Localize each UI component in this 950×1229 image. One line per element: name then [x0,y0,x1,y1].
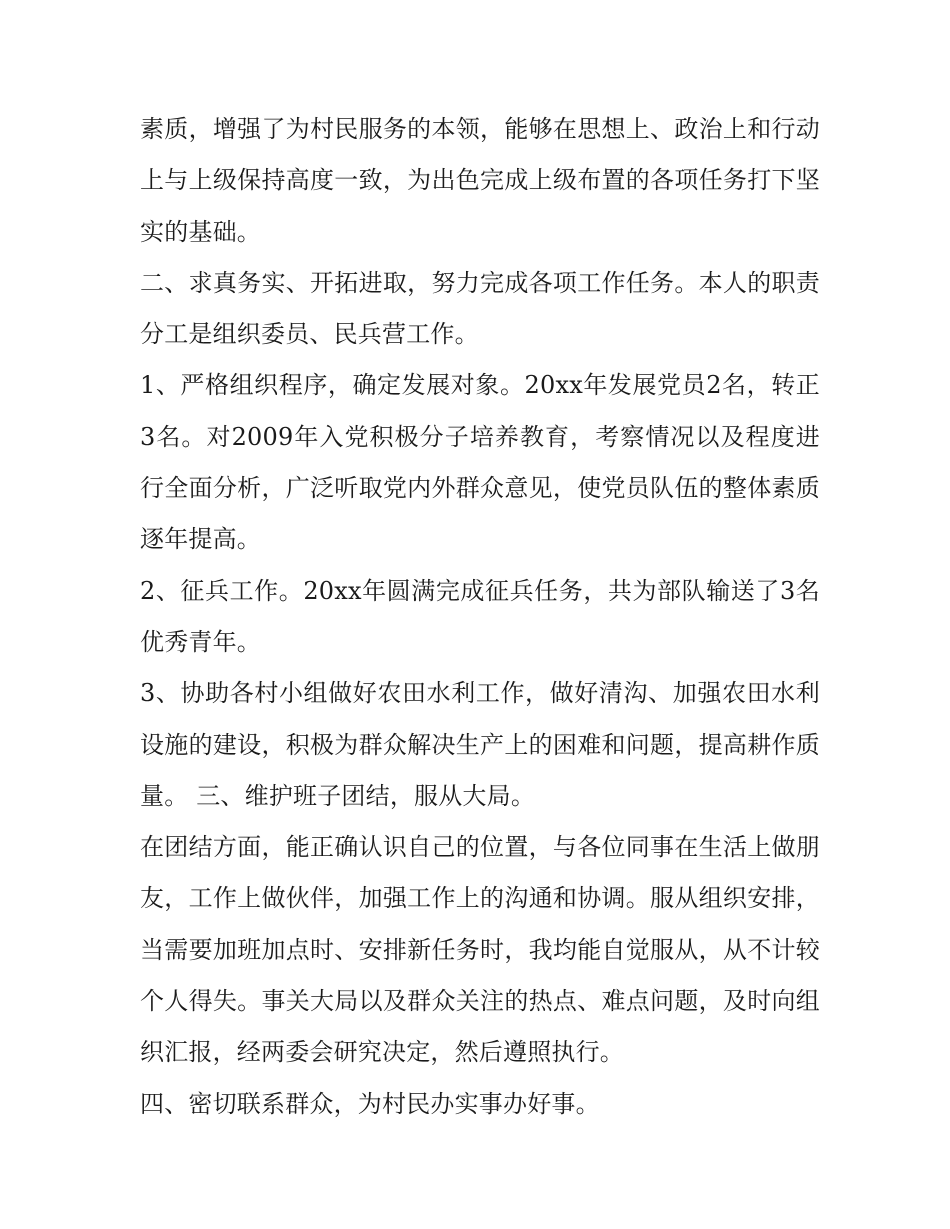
paragraph-continuation: 素质，增强了为村民服务的本领，能够在思想上、政治上和行动上与上级保持高度一致，为出色完成上级布置的各项任务打下坚实的基础。 [140,115,820,246]
paragraph-item-two: 2、征兵工作。20xx年圆满完成征兵任务，共为部队输送了3名优秀青年。 [140,576,820,656]
paragraph-section-four-heading: 四、密切联系群众，为村民办实事办好事。 [140,1089,600,1118]
paragraph-unity: 在团结方面，能正确认识自己的位置，与各位同事在生活上做朋友，工作上做伙伴，加强工作上的沟通和协调。服从组织安排，当需要加班加点时、安排新任务时，我均能自觉服从，从不计较个人得失。事关大局以及群众关注的热点、难点问题，及时向组织汇报，经两委会研究决定，然后遵照执行。 [140,833,820,1067]
paragraph-section-two-heading: 二、求真务实、开拓进取，努力完成各项工作任务。本人的职责分工是组织委员、民兵营工作。 [140,268,820,349]
document-body [140,104,820,1130]
paragraph-item-one: 1、严格组织程序，确定发展对象。20xx年发展党员2名，转正3名。对2009年入党积极分子培养教育，考察情况以及程度进行全面分析，广泛听取党内外群众意见，使党员队伍的整体素质逐年提高。 [140,371,820,554]
paragraph-item-three: 3、协助各村小组做好农田水利工作，做好清沟、加强农田水利设施的建设，积极为群众解决生产上的困难和问题，提高耕作质量。 三、维护班子团结，服从大局。 [140,679,820,810]
